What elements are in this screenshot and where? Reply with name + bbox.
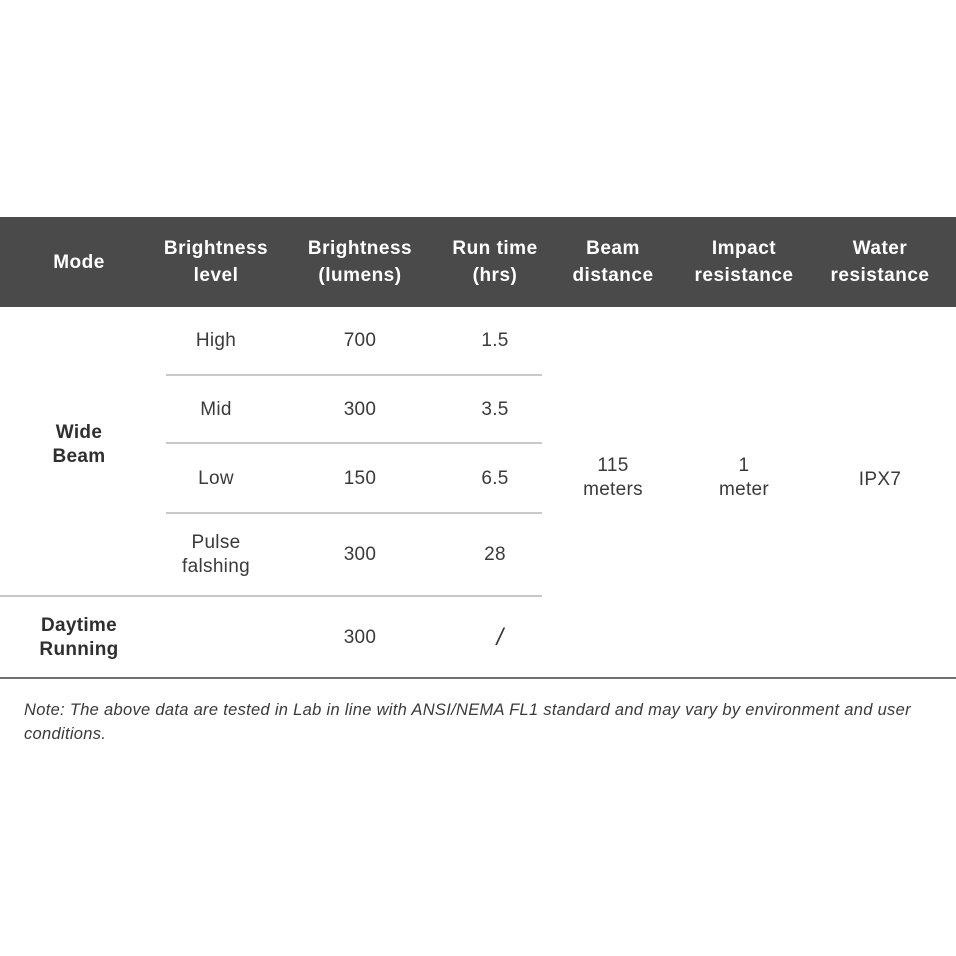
row-divider — [166, 374, 542, 376]
lumens-pulse: 300 — [343, 544, 377, 565]
header-impact-resistance: Impact resistance — [694, 238, 794, 286]
runtime-daytime: / — [496, 624, 504, 651]
level-pulse: Pulse falshing — [182, 532, 250, 577]
runtime-pulse: 28 — [484, 544, 506, 565]
table-bottom-border — [0, 677, 956, 679]
mode-wide-beam: Wide Beam — [52, 422, 106, 467]
header-beam-distance: Beam distance — [572, 238, 654, 286]
header-mode: Mode — [53, 251, 105, 273]
row-divider — [166, 512, 542, 514]
row-divider — [0, 595, 542, 597]
lumens-daytime: 300 — [343, 627, 377, 648]
lumens-mid: 300 — [343, 399, 377, 420]
lumens-high: 700 — [343, 330, 377, 351]
level-low: Low — [198, 468, 234, 489]
runtime-high: 1.5 — [481, 330, 509, 351]
footnote: Note: The above data are tested in Lab in line with ANSI/NEMA FL1 standard and may vary by environment and user conditions. — [24, 701, 911, 743]
runtime-mid: 3.5 — [481, 399, 509, 420]
water-resistance-value: IPX7 — [858, 469, 902, 490]
level-mid: Mid — [200, 399, 232, 420]
header-run-time: Run time (hrs) — [452, 238, 538, 286]
header-brightness-level: Brightness level — [163, 238, 269, 286]
lumens-low: 150 — [343, 468, 377, 489]
table-header — [0, 217, 956, 307]
level-high: High — [195, 330, 237, 351]
mode-daytime-running: Daytime Running — [39, 615, 119, 660]
impact-resistance-value: 1 meter — [718, 455, 770, 500]
header-water-resistance: Water resistance — [830, 238, 930, 286]
runtime-low: 6.5 — [481, 468, 509, 489]
row-divider — [166, 442, 542, 444]
beam-distance-value: 115 meters — [583, 455, 643, 500]
header-brightness-lumens: Brightness (lumens) — [307, 238, 413, 286]
